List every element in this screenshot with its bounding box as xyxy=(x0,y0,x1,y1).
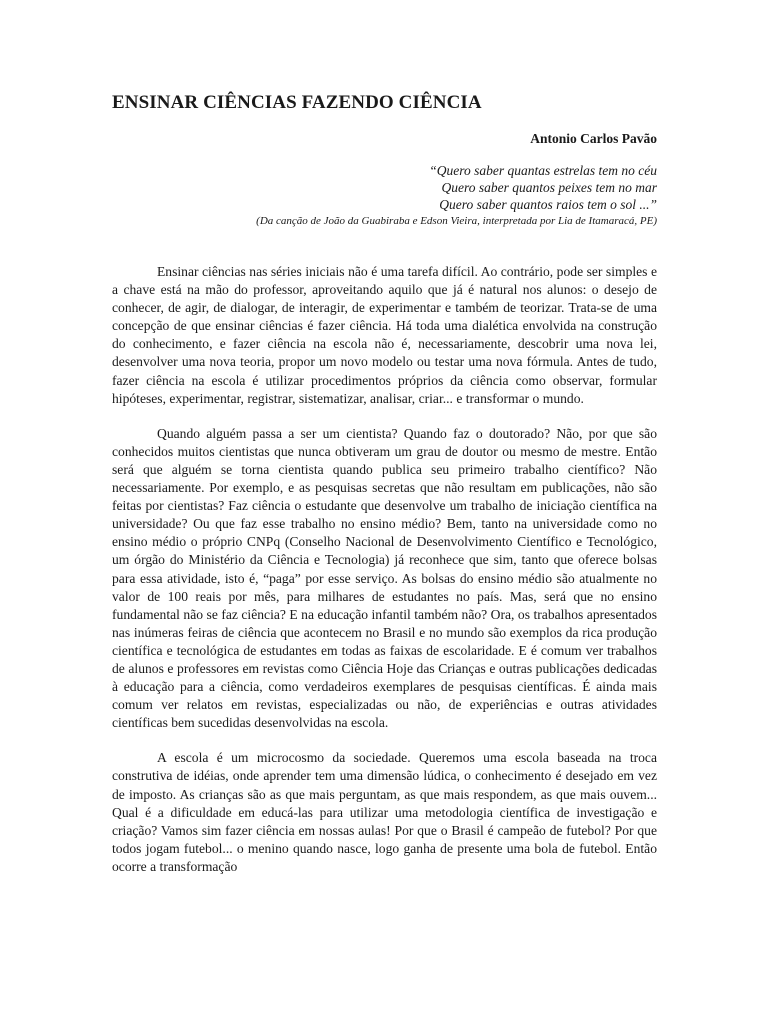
epigraph-line: Quero saber quantos peixes tem no mar xyxy=(441,180,657,195)
body-paragraph: A escola é um microcosmo da sociedade. Queremos uma escola baseada na troca construtiva de idéias, onde aprender tem uma dimensão lúdica, o conhecimento é desejado em vez de imposto. As crianças são as que mais perguntam, as que mais respondem, as que mais ouvem... Qual é a dificuldade em educá-las para utilizar uma metodologia científica de investigação e criação? Vamos sim fazer ciência em nossas aulas! Por que o Brasil é campeão de futebol? Por que todos jogam futebol... o menino quando nasce, logo ganha de presente uma bola de futebol. Então ocorre a transformação xyxy=(112,750,657,874)
epigraph-line: “Quero saber quantas estrelas tem no céu xyxy=(429,163,657,178)
body-paragraph: Quando alguém passa a ser um cientista? Quando faz o doutorado? Não, por que são conhecidos muitos cientistas que nunca obtiveram um grau de doutor ou mesmo de mestre. Então será que alguém se torna cientista quando publica seu primeiro trabalho científico? Não necessariamente. Por exemplo, e as pesquisas secretas que não resultam em publicações, não são feitas por cientistas? Faz ciência o estudante que desenvolve um trabalho de iniciação científica na universidade? Ou que faz esse trabalho no ensino médio? Bem, tanto na universidade como no ensino médio o próprio CNPq (Conselho Nacional de Desenvolvimento Científico e Tecnológico, um órgão do Ministério da Ciência e Tecnologia) já reconhece que sim, tanto que oferece bolsas para essa atividade, isto é, “paga” por esse serviço. As bolsas do ensino médio são atualmente no valor de 100 reais por mês, para milhares de estudantes no país. Mas, será que no ensino fundamental não se faz ciência? E na educação infantil também não? Ora, os trabalhos apresentados nas inúmeras feiras de ciência que acontecem no Brasil e no mundo são exemplos da rica produção científica e tecnológica de estudantes em todas as faixas de escolaridade. E é comum ver trabalhos de alunos e professores em revistas como Ciência Hoje das Crianças e outras publicações dedicadas à educação para a ciência, como verdadeiros exemplares de pesquisas científicas. É ainda mais comum ver relatos em revistas, especializadas ou não, de experiências e outras atividades científicas bem sucedidas desenvolvidas na escola. xyxy=(112,425,657,731)
document-author: Antonio Carlos Pavão xyxy=(530,131,657,146)
document-body xyxy=(112,263,657,893)
body-paragraph: Ensinar ciências nas séries iniciais não é uma tarefa difícil. Ao contrário, pode ser simples e a chave está na mão do professor, aproveitando aquilo que já é natural nos alunos: o desejo de conhecer, de agir, de dialogar, de interagir, de experimentar e também de teorizar. Trata-se de uma concepção de que ensinar ciências é fazer ciência. Há toda uma dialética envolvida na construção do conhecimento, e fazer ciência na escola não é, necessariamente, descobrir uma nova lei, desenvolver uma nova teoria, propor um novo modelo ou testar uma nova fórmula. Antes de tudo, fazer ciência na escola é utilizar procedimentos próprios da ciência como observar, formular hipóteses, experimentar, registrar, sistematizar, analisar, criar... e transformar o mundo. xyxy=(112,264,657,406)
epigraph-source: (Da canção de João da Guabiraba e Edson Vieira, interpretada por Lia de Itamaracá, PE) xyxy=(256,215,657,227)
epigraph-line: Quero saber quantos raios tem o sol ...” xyxy=(439,197,657,212)
epigraph xyxy=(256,162,657,229)
document-title: ENSINAR CIÊNCIAS FAZENDO CIÊNCIA xyxy=(112,92,482,113)
